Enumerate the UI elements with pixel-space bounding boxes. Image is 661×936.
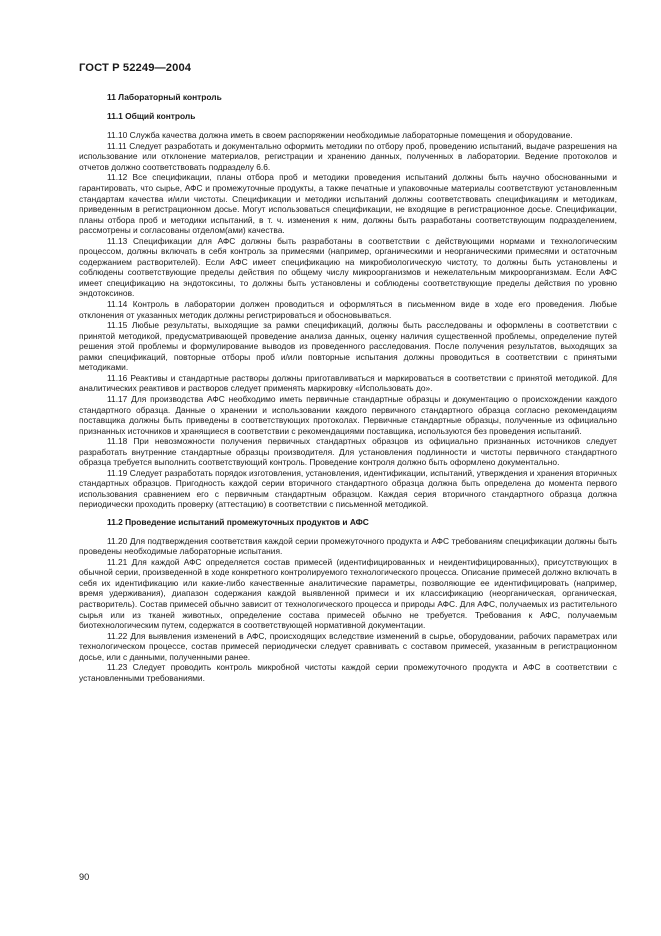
paragraph-11-18: 11.18 При невозможности получения первичных стандартных образцов из официально признанных источников следует разработать внутренние стандартные образцы производителя. Для установления подлинности и чистоты первичного стандартного образца требуется выполнить соответствующий контроль. Проведение контроля должно быть оформлено документально. bbox=[79, 436, 617, 468]
paragraph-11-20: 11.20 Для подтверждения соответствия каждой серии промежуточного продукта и АФС требованиям спецификации должны быть проведены необходимые лабораторные испытания. bbox=[79, 535, 617, 557]
document-header: ГОСТ Р 52249—2004 bbox=[79, 62, 192, 74]
paragraph-11-13: 11.13 Спецификации для АФС должны быть разработаны в соответствии с действующими нормами и технологическим процессом, должны включать в себя контроль за примесями (например, органическими и неорганическими примесями и остаточным содержанием растворителей). Если АФС имеет спецификацию на микробиологическую чистоту, то должны быть установлены и соблюдены соответствующие пределы действия по общему числу микроорганизмов и нежелательным микроорганизмам. Если АФС имеет спецификацию на эндотоксины, то должны быть установлены и соблюдены соответствующие пределы действия по уровню эндотоксинов. bbox=[79, 235, 617, 299]
subsection-title-general: 11.1 Общий контроль bbox=[107, 111, 196, 122]
paragraph-11-10: 11.10 Служба качества должна иметь в своем распоряжении необходимые лабораторные помещения и оборудование. bbox=[107, 130, 573, 141]
subsection-title-testing: 11.2 Проведение испытаний промежуточных продуктов и АФС bbox=[107, 516, 369, 527]
paragraph-11-11: 11.11 Следует разработать и документально оформить методики по отбору проб, проведению испытаний, выдаче разрешения на использование или отклонение материалов, регистрации и хранению данных, полученных в лаборатории. Ведение протоколов и отчетов должно соответствовать подразделу 6.6. bbox=[79, 140, 617, 172]
paragraph-11-22: 11.22 Для выявления изменений в АФС, происходящих вследствие изменений в сырье, оборудовании, рабочих параметрах или технологическом процессе, состав примесей периодически следует сравнивать с составом примесей, указанным в регистрационном досье, или с данными, полученными ранее. bbox=[79, 630, 617, 662]
paragraph-11-14: 11.14 Контроль в лаборатории должен проводиться и оформляться в письменном виде в ходе его проведения. Любые отклонения от указанных методик должны регистрироваться и обосновываться. bbox=[79, 299, 617, 320]
paragraph-11-17: 11.17 Для производства АФС необходимо иметь первичные стандартные образцы и документацию о происхождении каждого стандартного образца. Данные о хранении и использовании каждого первичного стандартного образца согласно рекомендациям поставщика должны быть приведены в соответствующих протоколах. Первичные стандартные образцы, полученные из официально признанных источников и хранящиеся в соответствии с рекомендациями поставщика, используются без проведения испытаний. bbox=[79, 393, 617, 436]
page-number: 90 bbox=[79, 872, 90, 882]
paragraph-11-12: 11.12 Все спецификации, планы отбора проб и методики проведения испытаний должны быть научно обоснованными и гарантировать, что сырье, АФС и промежуточные продукты, а также печатные и упаковочные материалы соответствуют установленным стандартам качества и/или чистоты. Спецификации и методики испытаний должны соответствовать спецификациям и методикам, приведенным в регистрационном досье. Могут использоваться спецификации, не входящие в регистрационное досье. Спецификации, планы отбора проб и методики испытаний, в т. ч. изменения к ним, должны быть разработаны соответствующим подразделением, рассмотрены и согласованы отделом(ами) качества. bbox=[79, 172, 617, 236]
section-title: 11 Лабораторный контроль bbox=[107, 92, 222, 102]
paragraph-11-15: 11.15 Любые результаты, выходящие за рамки спецификаций, должны быть расследованы и оформлены в соответствии с принятой методикой, предусматривающей проведение анализа данных, оценку наличия существенной проблемы, определение путей решения этой проблемы и формулирование выводов из проведенного расследования. После получения результатов, выходящих за рамки спецификаций, повторные отборы проб и/или повторные испытания должны проводиться в соответствии с принятыми методиками. bbox=[79, 320, 617, 373]
paragraph-11-23: 11.23 Следует проводить контроль микробной чистоты каждой серии промежуточного продукта и АФС в соответствии с установленными требованиями. bbox=[79, 662, 617, 683]
paragraph-11-16: 11.16 Реактивы и стандартные растворы должны приготавливаться и маркироваться в соответствии с принятой методикой. Для аналитических реактивов и растворов следует применять маркировку «Использовать до». bbox=[79, 372, 617, 394]
document-body bbox=[79, 92, 617, 683]
paragraph-11-21: 11.21 Для каждой АФС определяется состав примесей (идентифицированных и неидентифицированных), присутствующих в обычной серии, произведенной в ходе конкретного контролируемого технологического процесса. Описание примесей должно включать в себя их идентификацию или какие-либо качественные аналитические параметры, позволяющие ее идентифицировать (например, время удерживания), диапазон содержания каждой выявленной примеси и их классификацию (неорганическая, органическая, растворитель). Состав примесей обычно зависит от технологического процесса и природы АФС. Для АФС, получаемых из растительного сырья или из тканей животных, определение состава примесей обычно не требуется. Требования к АФС, получаемым биотехнологическим путем, содержатся в соответствующей нормативной документации. bbox=[79, 556, 617, 631]
paragraph-11-19: 11.19 Следует разработать порядок изготовления, установления, идентификации, испытаний, утверждения и хранения вторичных стандартных образцов. Пригодность каждой серии вторичного стандартного образца должна быть определена до момента первого использования сравнением его с первичным стандартным образцом. Каждая серия вторичного стандартного образца должна периодически проходить проверку (аттестацию) в соответствии с письменной методикой. bbox=[79, 467, 617, 510]
